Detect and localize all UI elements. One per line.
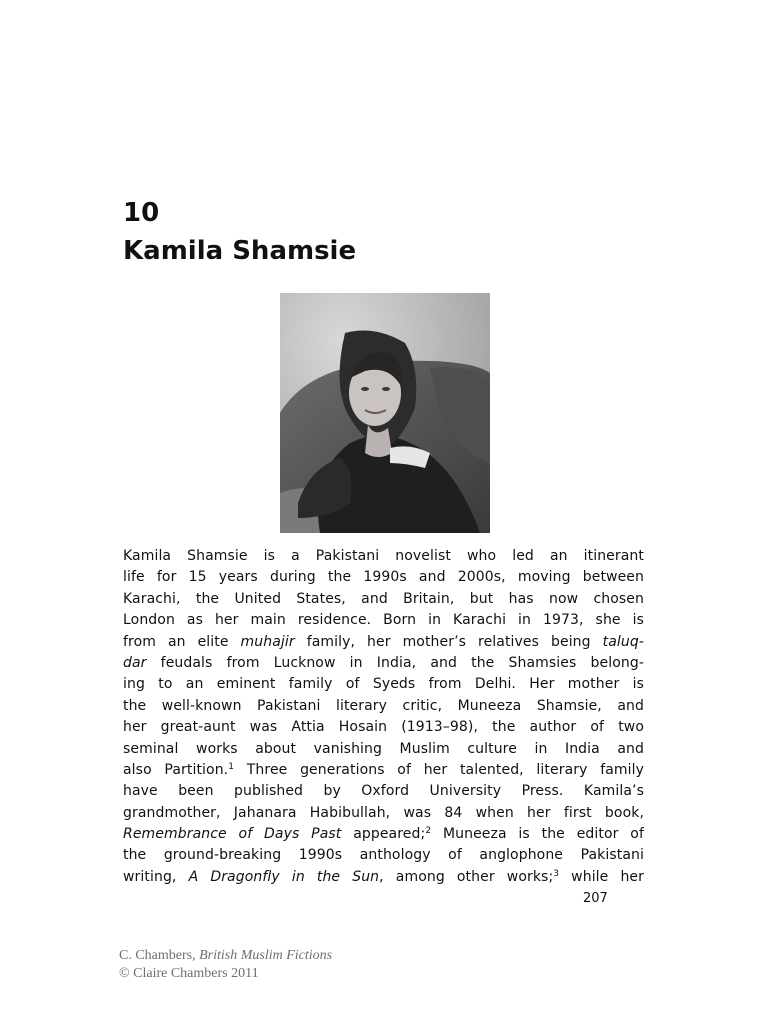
page-number: 207 bbox=[583, 891, 608, 906]
body-text-segment: also Partition. bbox=[123, 761, 229, 778]
body-text-segment: the ground-breaking 1990s anthology of anglophone Pakistani bbox=[123, 847, 644, 864]
body-line bbox=[123, 696, 644, 717]
body-text-segment: family, her mother’s relatives being bbox=[294, 633, 603, 650]
body-text-segment: Muneeza is the editor of bbox=[431, 826, 644, 843]
body-text-segment: Karachi, the United States, and Britain, but has now chosen bbox=[123, 590, 644, 607]
footer-author: C. Chambers, bbox=[119, 948, 200, 963]
footer-copyright: © Claire Chambers 2011 bbox=[119, 966, 259, 981]
body-line bbox=[123, 567, 644, 588]
body-text-segment: ing to an eminent family of Syeds from Delhi. Her mother is bbox=[123, 676, 644, 693]
body-text-segment: 1 bbox=[228, 761, 235, 772]
body-text-segment: Three generations of her talented, literary family bbox=[234, 761, 644, 778]
body-text-segment: A Dragonfly in the Sun bbox=[188, 868, 380, 885]
body-line bbox=[123, 717, 644, 738]
body-line bbox=[123, 653, 644, 674]
body-line bbox=[123, 845, 644, 866]
body-text-segment: have been published by Oxford University Press. Kamila’s bbox=[123, 783, 644, 800]
body-line bbox=[123, 760, 644, 781]
body-line bbox=[123, 781, 644, 802]
body-text-segment: appeared; bbox=[341, 826, 426, 843]
chapter-number: 10 bbox=[123, 198, 160, 228]
body-text-segment: dar bbox=[123, 654, 147, 671]
body-line bbox=[123, 674, 644, 695]
footer-book-title: British Muslim Fictions bbox=[199, 948, 333, 963]
body-line bbox=[123, 632, 644, 653]
body-text-segment: life for 15 years during the 1990s and 2000s, moving between bbox=[123, 569, 644, 586]
body-text-segment: writing, bbox=[123, 868, 189, 885]
body-text-segment: feudals from Lucknow in India, and the Shamsies belong- bbox=[146, 654, 644, 671]
body-text-segment: 3 bbox=[553, 868, 560, 879]
body-text-segment: the well-known Pakistani literary critic, Muneeza Shamsie, and bbox=[123, 697, 644, 714]
author-portrait-photo bbox=[280, 293, 490, 533]
body-text-segment: Remembrance of Days Past bbox=[123, 826, 342, 843]
body-text bbox=[123, 546, 644, 888]
body-line bbox=[123, 739, 644, 760]
body-text-segment: grandmother, Jahanara Habibullah, was 84 when her first book, bbox=[123, 804, 644, 821]
copyright-footer bbox=[119, 947, 332, 983]
body-line bbox=[123, 589, 644, 610]
body-text-segment: seminal works about vanishing Muslim culture in India and bbox=[123, 740, 644, 757]
body-line bbox=[123, 546, 644, 567]
footer-citation bbox=[119, 947, 332, 965]
body-line bbox=[123, 824, 644, 845]
chapter-title: Kamila Shamsie bbox=[123, 236, 357, 266]
body-text-segment: , among other works; bbox=[379, 868, 554, 885]
body-text-segment: Kamila Shamsie is a Pakistani novelist who led an itinerant bbox=[123, 548, 644, 564]
body-line bbox=[123, 610, 644, 631]
body-text-segment: her great-aunt was Attia Hosain (1913–98), the author of two bbox=[123, 719, 644, 736]
body-text-segment: from an elite bbox=[123, 633, 241, 650]
body-line bbox=[123, 803, 644, 824]
body-line bbox=[123, 867, 644, 888]
body-text-segment: muhajir bbox=[240, 633, 295, 650]
body-text-segment: while her bbox=[559, 868, 644, 885]
body-text-segment: London as her main residence. Born in Karachi in 1973, she is bbox=[123, 612, 644, 629]
body-text-segment: taluq- bbox=[602, 633, 644, 650]
body-text-segment: 2 bbox=[425, 826, 432, 837]
